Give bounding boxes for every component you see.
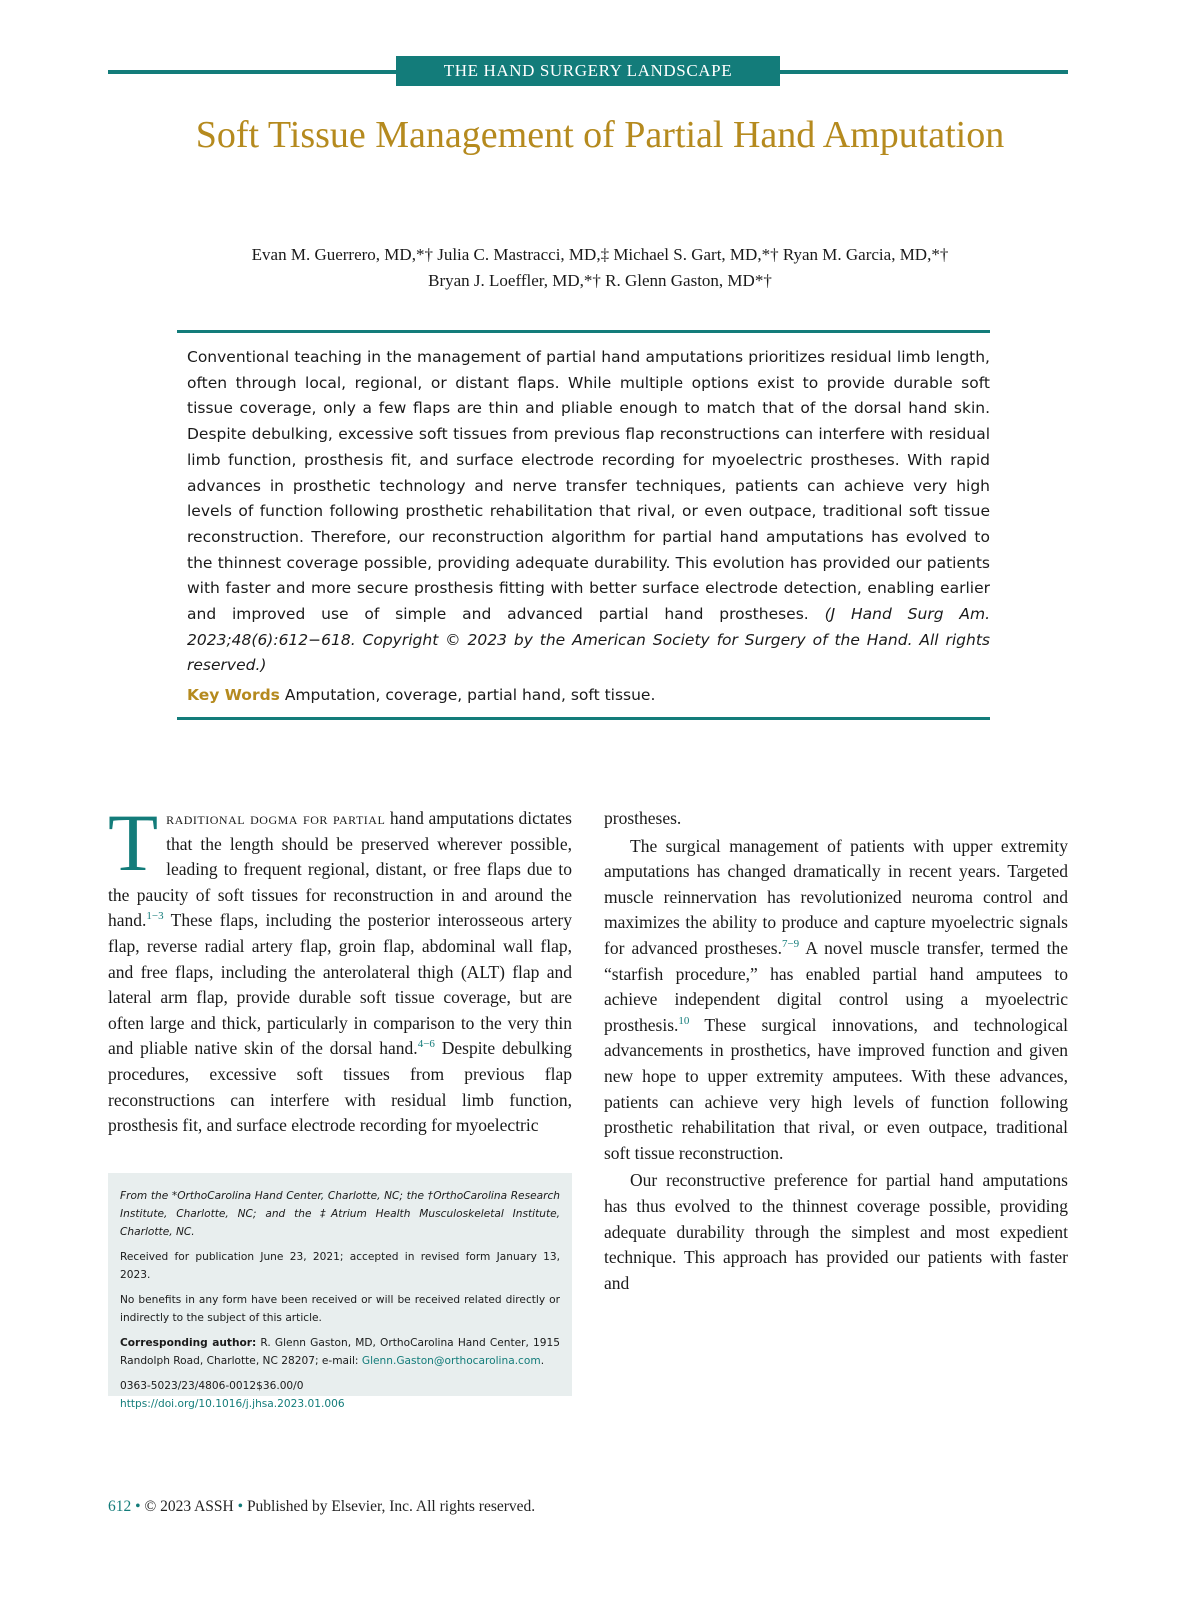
abstract-text: Conventional teaching in the management of partial hand amputations prioritizes residual limb length, often through local, regional, or distant flaps. While multiple options exist to provide durable soft tissue coverage, only a few flaps are thin and pliable enough to match that of the dorsal hand skin. Despite debulking, excessive soft tissues from previous flap reconstructions can interfere with residual limb function, prosthesis fit, and surface electrode recording for myoelectric prostheses. With rapid advances in prosthetic technology and nerve transfer techniques, patients can achieve very high levels of function following prosthetic rehabilitation that rival, or even outpace, traditional soft tissue reconstruction. Therefore, our reconstruction algorithm for partial hand amputations has evolved to the thinnest coverage possible, providing adequate durability. This evolution has provided our patients with faster and more secure prosthesis fitting with better surface electrode detection, enabling earlier and improved use of simple and advanced partial hand prostheses. xyxy=(187,348,990,624)
paragraph-text: These surgical innovations, and technological advancements in prosthetics, have improved function and given new hope to upper extremity amputees. With these advances, patients can achieve very high levels of function following prosthetic rehabilitation that rival, or even outpace, traditional soft tissue reconstruction. xyxy=(604,1014,1068,1163)
drop-cap: T xyxy=(108,797,159,888)
affiliations: From the *OrthoCarolina Hand Center, Charlotte, NC; the †OrthoCarolina Research Institute, Charlotte, NC; and the ‡Atrium Health Musculoskeletal Institute, Charlotte, NC. xyxy=(120,1190,560,1238)
body-paragraph-2 xyxy=(604,834,1068,1167)
section-label: THE HAND SURGERY LANDSCAPE xyxy=(396,56,780,86)
footer-publisher: Published by Elsevier, Inc. All rights reserved. xyxy=(246,1498,536,1515)
email-link[interactable]: Glenn.Gaston@orthocarolina.com xyxy=(361,1355,541,1367)
reference-link[interactable]: 4−6 xyxy=(417,1038,435,1051)
author-name: Evan M. Guerrero, MD, xyxy=(251,245,416,264)
lead-in-smallcaps: raditional dogma for partial xyxy=(166,808,386,828)
author-name: Michael S. Gart, MD, xyxy=(613,245,762,264)
issn: 0363-5023/23/4806-0012$36.00/0 xyxy=(120,1380,304,1392)
corresponding-text-end: . xyxy=(540,1355,545,1367)
paragraph-text: prostheses. xyxy=(604,808,682,828)
corresponding-text: R. Glenn Gaston, MD, OrthoCarolina Hand Center, 1915 Randolph Road, Charlotte, NC 28207; e-mail: xyxy=(120,1337,560,1367)
author-name: R. Glenn Gaston, MD xyxy=(605,271,755,290)
affiliation-marks: *† xyxy=(415,245,433,264)
article-title: Soft Tissue Management of Partial Hand Amputation xyxy=(195,114,1005,156)
footnote-box xyxy=(108,1173,572,1410)
keywords xyxy=(187,683,990,708)
body-paragraph-1 xyxy=(108,797,572,1139)
body-column-left xyxy=(108,797,572,1139)
page-number: 612 xyxy=(108,1498,132,1515)
affiliation-marks: *† xyxy=(583,271,601,290)
benefits-statement: No benefits in any form have been received or will be received related directly or indirectly to the subject of this article. xyxy=(120,1294,560,1324)
author-name: Julia C. Mastracci, MD, xyxy=(437,245,601,264)
reference-link[interactable]: 1−3 xyxy=(146,910,164,923)
abstract-rule-top xyxy=(177,330,990,333)
body-paragraph-3 xyxy=(604,1168,1068,1296)
affiliation-marks: *† xyxy=(754,271,772,290)
author-name: Ryan M. Garcia, MD, xyxy=(782,245,932,264)
doi-link[interactable]: https://doi.org/10.1016/j.jhsa.2023.01.006 xyxy=(120,1398,345,1410)
footer-separator: • xyxy=(237,1498,244,1515)
reference-link[interactable]: 10 xyxy=(678,1014,690,1027)
page-footer xyxy=(108,1497,808,1517)
corresponding-label: Corresponding author: xyxy=(120,1337,257,1349)
paragraph-text: A novel muscle transfer, termed the “starfish procedure,” has enabled partial hand amputees to achieve independent digital control using a myoelectric prosthesis. xyxy=(604,937,1068,1035)
paragraph-text: The surgical management of patients with upper extremity amputations has changed dramatically in recent years. Targeted muscle reinnervation has revolutionized neuroma control and maximizes the ability to produce and capture myoelectric signals for advanced prostheses. xyxy=(604,835,1068,958)
body-column-right xyxy=(604,806,1068,1296)
abstract-citation: (J Hand Surg Am. 2023;48(6):612−618. Copyright © 2023 by the American Society for Surgery of the Hand. All rights reserved.) xyxy=(187,605,991,675)
body-paragraph-1-continued xyxy=(604,806,1068,832)
section-header-band xyxy=(108,54,1068,88)
footer-separator: • xyxy=(135,1498,141,1515)
corresponding-author xyxy=(120,1334,560,1370)
affiliation-marks: *† xyxy=(931,245,949,264)
abstract-rule-bottom xyxy=(177,717,990,720)
affiliation-marks: *† xyxy=(761,245,779,264)
paragraph-text: These flaps, including the posterior interosseous artery flap, reverse radial artery flap, groin flap, abdominal wall flap, and free flaps, including the anterolateral thigh (ALT) flap and lateral arm flap, provide durable soft tissue coverage, but are often large and thick, particularly in comparison to the very thin and pliable native skin of the dorsal hand. xyxy=(108,910,572,1059)
reference-link[interactable]: 7−9 xyxy=(781,938,800,951)
paragraph-text: hand amputations dictates that the length should be preserved wherever possible, leading to frequent regional, distant, or free flaps due to the paucity of soft tissues for reconstruction in and around the hand. xyxy=(108,808,572,931)
author-line-1 xyxy=(252,245,949,264)
paragraph-text: Despite debulking procedures, excessive soft tissues from previous flap reconstructions can interfere with residual limb function, prosthesis fit, and surface electrode recording for myoelectric xyxy=(108,1038,572,1136)
abstract xyxy=(187,345,990,679)
paragraph-text: Our reconstructive preference for partial hand amputations has thus evolved to the thinnest coverage possible, providing adequate durability through the simplest and most expedient technique. This approach has provided our patients with faster and xyxy=(604,1170,1068,1293)
keywords-text: Amputation, coverage, partial hand, soft tissue. xyxy=(284,686,656,704)
received-dates: Received for publication June 23, 2021; accepted in revised form January 13, 2023. xyxy=(120,1251,560,1281)
author-list xyxy=(100,242,1100,294)
affiliation-marks: ‡ xyxy=(600,245,610,264)
footer-copyright: © 2023 ASSH xyxy=(144,1498,234,1515)
author-name: Bryan J. Loeffler, MD, xyxy=(428,271,584,290)
author-line-2 xyxy=(428,271,772,290)
keywords-label: Key Words xyxy=(187,686,280,704)
